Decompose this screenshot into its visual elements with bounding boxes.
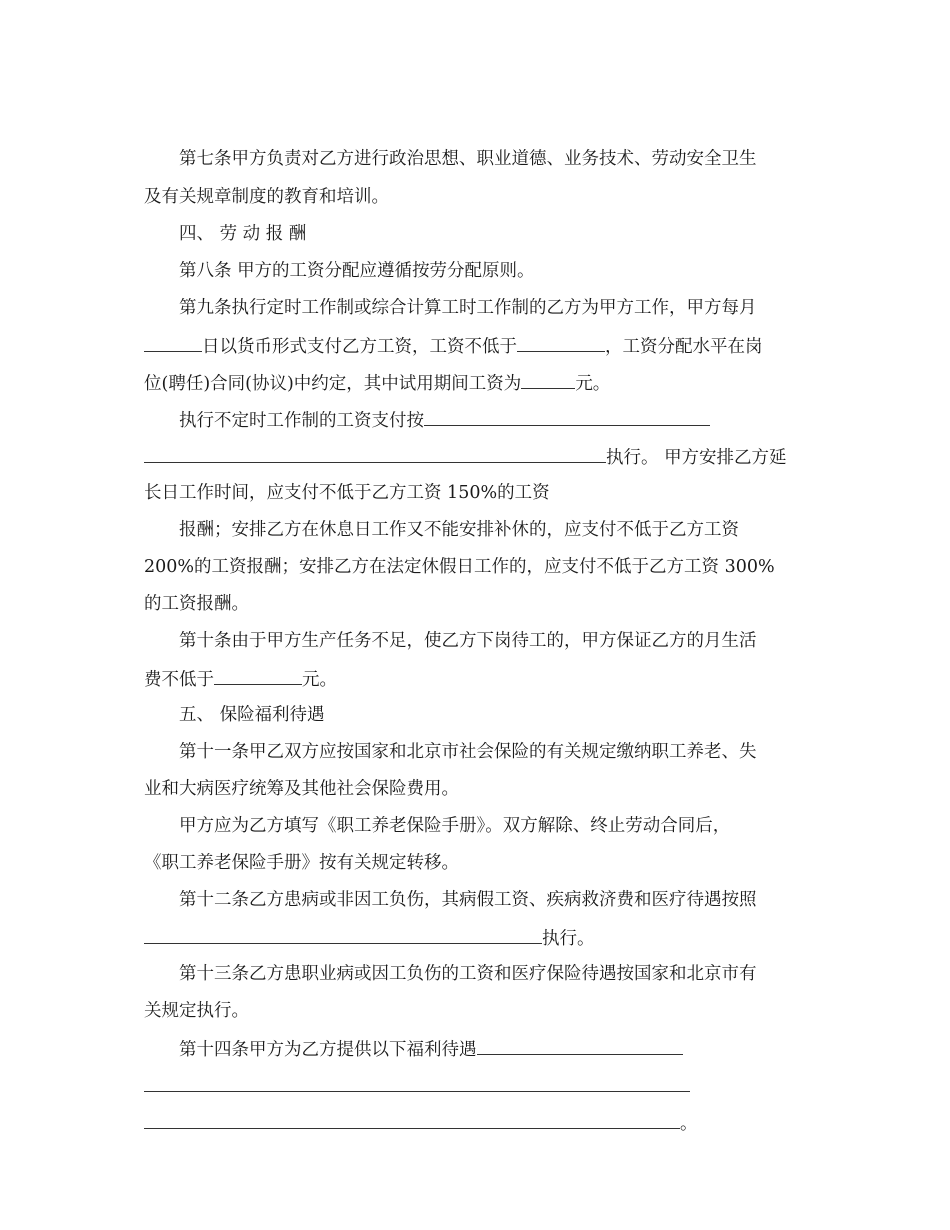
flexible-hours-line-1 (179, 407, 710, 433)
text: 第十三条乙方患职业病或因工负伤的工资和医疗保险待遇按国家和北京市有 (179, 964, 757, 984)
flexible-hours-line-2 (144, 444, 787, 470)
article-14-line-3 (144, 1110, 698, 1136)
article-14-line-2 (144, 1073, 690, 1099)
article-14-line-1 (179, 1036, 683, 1062)
text: 甲方应为乙方填写《职工养老保险手册》。双方解除、终止劳动合同后， (179, 816, 731, 836)
article-13-line-2 (144, 999, 249, 1023)
section-4-heading (179, 222, 306, 246)
text: 执行不定时工作制的工资支付按 (179, 411, 424, 431)
article-8-line (179, 259, 535, 283)
text: 四、 劳 动 报 酬 (179, 224, 307, 244)
text: 报酬；安排乙方在休息日工作又不能安排补休的，应支付不低于乙方工资 (179, 520, 739, 540)
article-9-line-1 (179, 296, 757, 320)
text: 的工资报酬。 (144, 594, 249, 614)
overtime-line-2 (179, 518, 739, 542)
text: ，工资分配水平在岗 (605, 337, 763, 357)
pension-line-1 (179, 814, 730, 838)
article-12-line-1 (179, 888, 757, 912)
benefits-blank-3[interactable] (144, 1110, 680, 1129)
text: 《职工养老保险手册》按有关规定转移。 (144, 853, 459, 873)
text: 位(聘任)合同(协议)中约定，其中试用期间工资为 (144, 374, 522, 394)
text: 第十四条甲方为乙方提供以下福利待遇 (179, 1040, 477, 1060)
text: 执行。 甲方安排乙方延 (606, 448, 787, 468)
text: 业和大病医疗统筹及其他社会保险费用。 (144, 779, 459, 799)
article-11-line-2 (144, 777, 459, 801)
text: 长日工作时间，应支付不低于乙方工资 150%的工资 (144, 483, 550, 503)
article-11-line-1 (179, 740, 757, 764)
text: 执行。 (542, 929, 595, 949)
flexible-pay-blank-2[interactable] (144, 444, 606, 463)
text: 第十二条乙方患病或非因工负伤，其病假工资、疾病救济费和医疗待遇按照 (179, 890, 757, 910)
flexible-pay-blank[interactable] (424, 407, 710, 426)
text: 第八条 甲方的工资分配应遵循按劳分配原则。 (179, 261, 535, 281)
article-12-line-2 (144, 925, 595, 951)
pay-day-blank[interactable] (144, 333, 202, 352)
min-wage-blank[interactable] (517, 333, 605, 352)
article-10-line-2 (144, 666, 337, 692)
pension-line-2 (144, 851, 459, 875)
article-9-line-2 (144, 333, 763, 359)
sick-pay-blank[interactable] (144, 925, 542, 944)
article-13-line-1 (179, 962, 757, 986)
text: 日以货币形式支付乙方工资，工资不低于 (202, 337, 517, 357)
text: 关规定执行。 (144, 1001, 249, 1021)
overtime-line-1 (144, 481, 550, 505)
text: 五、 保险福利待遇 (179, 705, 325, 725)
benefits-blank-2[interactable] (144, 1073, 690, 1092)
article-9-line-3 (144, 370, 610, 396)
article-10-line-1 (179, 629, 757, 653)
overtime-line-3 (144, 555, 775, 579)
text: 200%的工资报酬；安排乙方在法定休假日工作的，应支付不低于乙方工资 300% (144, 557, 775, 577)
probation-wage-blank[interactable] (521, 370, 575, 389)
text: 。 (680, 1114, 698, 1134)
text: 及有关规章制度的教育和培训。 (144, 187, 389, 207)
text: 第十一条甲乙双方应按国家和北京市社会保险的有关规定缴纳职工养老、失 (179, 742, 757, 762)
living-allowance-blank[interactable] (214, 666, 302, 685)
benefits-blank-1[interactable] (477, 1036, 683, 1055)
text: 元。 (575, 374, 611, 394)
article-7-line-1 (179, 147, 757, 171)
text: 元。 (302, 670, 337, 690)
article-7-line-2 (144, 185, 389, 209)
text: 费不低于 (144, 670, 214, 690)
section-5-heading (179, 703, 325, 727)
text: 第七条甲方负责对乙方进行政治思想、职业道德、业务技术、劳动安全卫生 (179, 149, 757, 169)
overtime-line-4 (144, 592, 249, 616)
text: 第九条执行定时工作制或综合计算工时工作制的乙方为甲方工作，甲方每月 (179, 298, 757, 318)
text: 第十条由于甲方生产任务不足，使乙方下岗待工的，甲方保证乙方的月生活 (179, 631, 757, 651)
